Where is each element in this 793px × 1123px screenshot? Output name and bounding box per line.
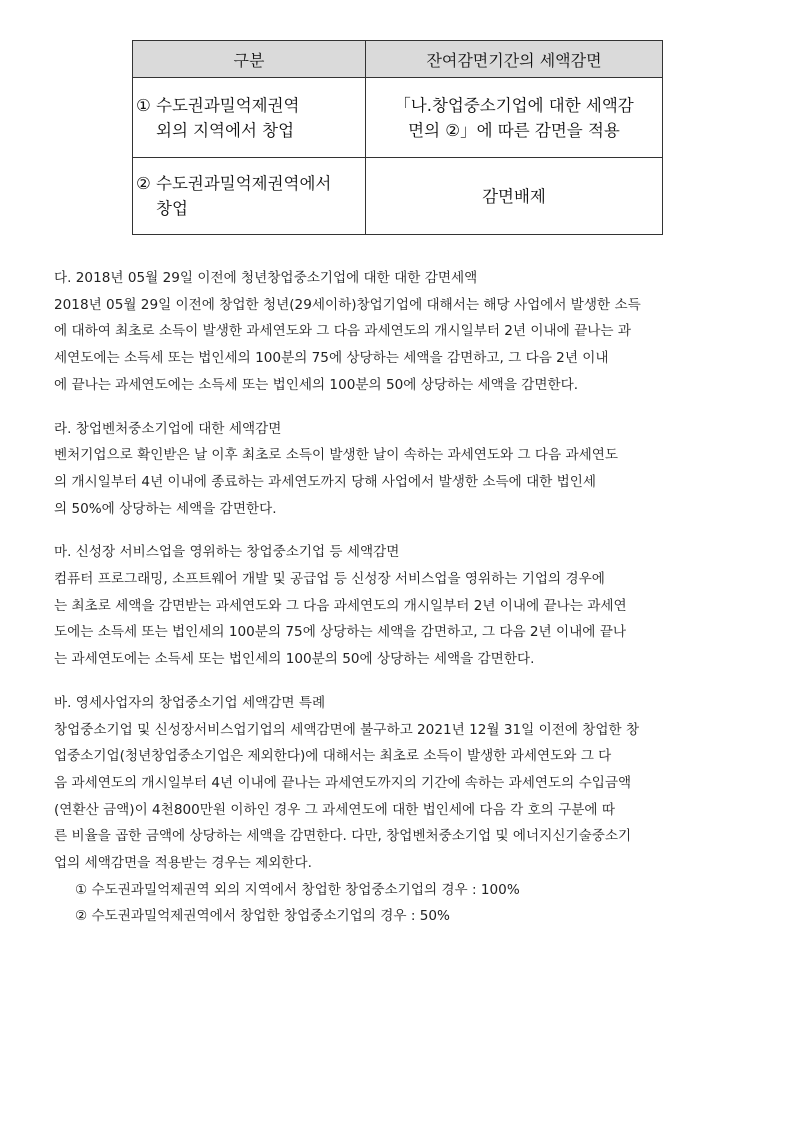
list-item: ② 수도권과밀억제권역에서 창업한 창업중소기업의 경우 : 50% — [75, 908, 450, 925]
document-body — [54, 265, 740, 947]
cell-line: 감면배제 — [482, 186, 546, 206]
body-line: 벤처기업으로 확인받은 날 이후 최초로 소득이 발생한 날이 속하는 과세연도와 그 다음 과세연도 — [54, 447, 618, 464]
body-line: 에 대하여 최초로 소득이 발생한 과세연도와 그 다음 과세연도의 개시일부터 2년 이내에 끝나는 과 — [54, 323, 631, 340]
body-line: 에 끝나는 과세연도에는 소득세 또는 법인세의 100분의 50에 상당하는 세액을 감면한다. — [54, 376, 579, 393]
cell-line: ② 수도권과밀억제권역에서 — [136, 174, 332, 193]
body-line: 음 과세연도의 개시일부터 4년 이내에 끝나는 과세연도까지의 기간에 속하는 과세연도의 수입금액 — [54, 774, 632, 791]
cell-line: 창업 — [156, 199, 188, 218]
table-cell-benefit — [366, 78, 663, 158]
body-line: 는 최초로 세액을 감면받는 과세연도와 그 다음 과세연도의 개시일부터 2년 이내에 끝나는 과세연 — [54, 597, 627, 614]
body-line: 창업중소기업 및 신성장서비스업기업의 세액감면에 불구하고 2021년 12월 31일 이전에 창업한 창 — [54, 721, 640, 738]
body-line: 세연도에는 소득세 또는 법인세의 100분의 75에 상당하는 세액을 감면하고, 그 다음 2년 이내 — [54, 350, 609, 367]
table-row — [133, 158, 663, 235]
section-venture — [54, 416, 740, 523]
body-line: 2018년 05월 29일 이전에 창업한 청년(29세이하)창업기업에 대해서는 해당 사업에서 발생한 소득 — [54, 296, 641, 313]
body-line: 의 개시일부터 4년 이내에 종료하는 과세연도까지 당해 사업에서 발생한 소득에 대한 법인세 — [54, 473, 597, 490]
body-line: 업중소기업(청년창업중소기업은 제외한다)에 대해서는 최초로 소득이 발생한 과세연도와 그 다 — [54, 748, 612, 765]
cell-line: 면의 ②」에 따른 감면을 적용 — [408, 120, 620, 140]
table-header-benefit: 잔여감면기간의 세액감면 — [366, 41, 663, 78]
section-heading: 바. 영세사업자의 창업중소기업 세액감면 특례 — [54, 694, 326, 711]
cell-line: 외의 지역에서 창업 — [156, 120, 295, 140]
body-line: 도에는 소득세 또는 법인세의 100분의 75에 상당하는 세액을 감면하고, 그 다음 2년 이내에 끝나 — [54, 624, 626, 641]
cell-line: ① 수도권과밀억제권역 — [136, 95, 300, 115]
section-young-founder — [54, 265, 740, 399]
body-line: 컴퓨터 프로그래밍, 소프트웨어 개발 및 공급업 등 신성장 서비스업을 영위하는 기업의 경우에 — [54, 571, 605, 588]
table-cell-category — [133, 158, 366, 235]
table-cell-benefit — [366, 158, 663, 235]
section-new-growth-service — [54, 539, 740, 673]
table-row — [133, 78, 663, 158]
body-line: 는 과세연도에는 소득세 또는 법인세의 100분의 50에 상당하는 세액을 감면한다. — [54, 651, 535, 668]
body-line: 의 50%에 상당하는 세액을 감면한다. — [54, 500, 277, 517]
cell-line: 「나.창업중소기업에 대한 세액감 — [394, 95, 634, 115]
body-line: 른 비율을 곱한 금액에 상당하는 세액을 감면한다. 다만, 창업벤처중소기업 및 에너지신기술중소기 — [54, 828, 632, 845]
section-heading: 다. 2018년 05월 29일 이전에 청년창업중소기업에 대한 대한 감면세액 — [54, 270, 478, 286]
list-item: ① 수도권과밀억제권역 외의 지역에서 창업한 창업중소기업의 경우 : 100% — [75, 881, 520, 898]
body-line: 업의 세액감면을 적용받는 경우는 제외한다. — [54, 855, 312, 872]
body-line: (연환산 금액)이 4천800만원 이하인 경우 그 과세연도에 대한 법인세에 다음 각 호의 구분에 따 — [54, 801, 615, 818]
section-heading: 라. 창업벤처중소기업에 대한 세액감면 — [54, 420, 282, 437]
section-small-business-special — [54, 690, 740, 930]
reduction-table — [132, 40, 663, 235]
table-cell-category — [133, 78, 366, 158]
section-heading: 마. 신성장 서비스업을 영위하는 창업중소기업 등 세액감면 — [54, 544, 400, 561]
table-header-category: 구분 — [133, 41, 366, 78]
